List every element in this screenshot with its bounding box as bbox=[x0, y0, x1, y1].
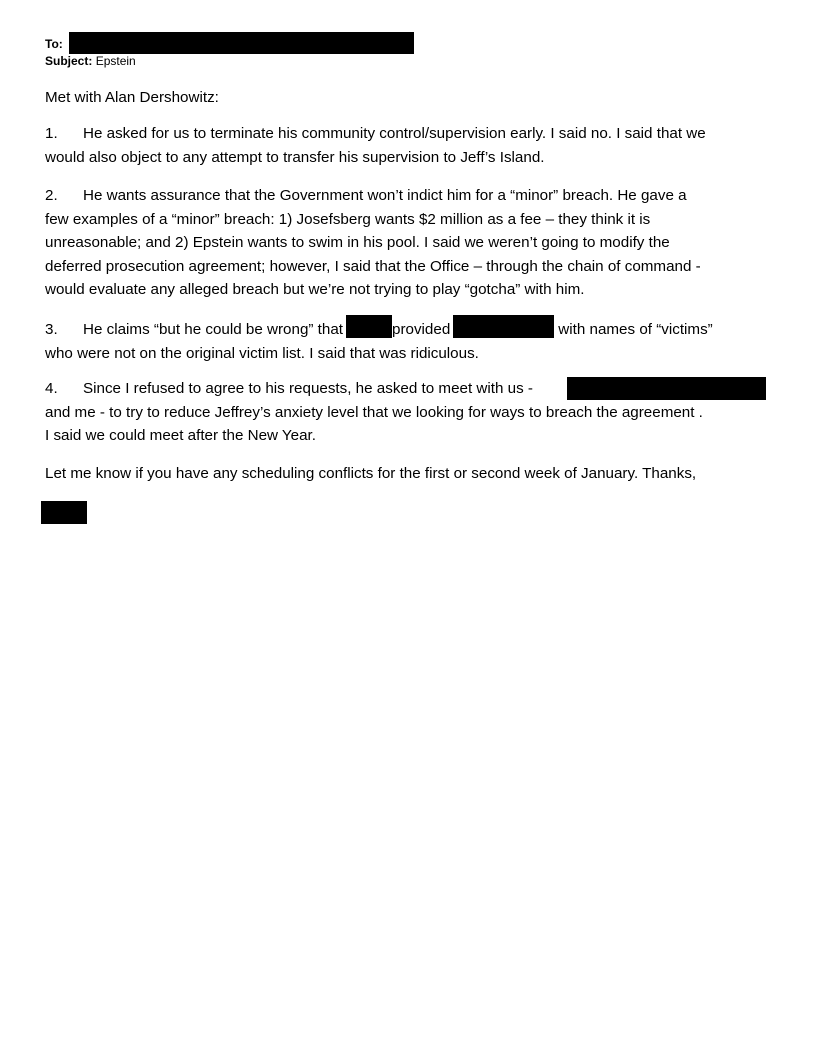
greeting bbox=[45, 86, 775, 110]
redacted-attendees bbox=[567, 377, 766, 400]
paragraph-2-text-1: He wants assurance that the Government won’t indict him for a “minor” breach. He gave a bbox=[83, 187, 687, 204]
paragraph-4-line-2: and me - to try to reduce Jeffrey’s anxiety level that we looking for ways to breach the agreement . bbox=[45, 403, 703, 421]
paragraph-3-line-2: who were not on the original victim list. I said that was ridiculous. bbox=[45, 344, 479, 362]
paragraph-4-text-1: Since I refused to agree to his requests, he asked to meet with us - bbox=[83, 380, 533, 397]
paragraph-2-line-2: few examples of a “minor” breach: 1) Josefsberg wants $2 million as a fee – they think it is bbox=[45, 210, 651, 228]
paragraph-4-number: 4. bbox=[45, 380, 58, 397]
paragraph-3-text-a: He claims “but he could be wrong” that bbox=[83, 321, 344, 338]
paragraph-3 bbox=[45, 315, 775, 365]
redacted-name-1 bbox=[346, 315, 392, 338]
paragraph-1-line-2: would also object to any attempt to transfer his supervision to Jeff’s Island. bbox=[45, 148, 545, 166]
paragraph-2-number: 2. bbox=[45, 187, 58, 204]
paragraph-2 bbox=[45, 184, 775, 302]
paragraph-4-line-3: I said we could meet after the New Year. bbox=[45, 427, 316, 444]
paragraph-3-text-b: provided bbox=[392, 321, 451, 338]
greeting-text: Met with Alan Dershowitz: bbox=[45, 89, 219, 106]
to-label: To: bbox=[45, 37, 63, 51]
subject-label: Subject: bbox=[45, 54, 93, 68]
subject-value: Epstein bbox=[95, 54, 136, 68]
paragraph-2-line-4: deferred prosecution agreement; however, I said that the Office – through the chain of command - bbox=[45, 257, 701, 275]
paragraph-3-text-c: with names of “victims” bbox=[558, 321, 713, 338]
paragraph-3-number: 3. bbox=[45, 321, 58, 338]
paragraph-1-line-1 bbox=[45, 122, 775, 146]
paragraph-2-line-1 bbox=[45, 184, 775, 208]
paragraph-1-text-1: He asked for us to terminate his community control/supervision early. I said no. I said that we bbox=[83, 125, 706, 142]
closing-text: Let me know if you have any scheduling conflicts for the first or second week of January. Thanks, bbox=[45, 465, 697, 482]
paragraph-3-line-1 bbox=[45, 315, 775, 342]
to-line bbox=[45, 37, 63, 52]
redacted-name-2 bbox=[453, 315, 554, 338]
paragraph-2-line-3: unreasonable; and 2) Epstein wants to swim in his pool. I said we weren’t going to modify the bbox=[45, 234, 670, 251]
subject-line bbox=[45, 54, 136, 69]
paragraph-1-number: 1. bbox=[45, 125, 58, 142]
paragraph-1 bbox=[45, 122, 775, 169]
closing bbox=[45, 462, 775, 486]
paragraph-2-line-5: would evaluate any alleged breach but we’re not trying to play “gotcha” with him. bbox=[45, 281, 585, 298]
redacted-signature bbox=[41, 501, 87, 524]
redacted-recipient bbox=[69, 32, 414, 54]
